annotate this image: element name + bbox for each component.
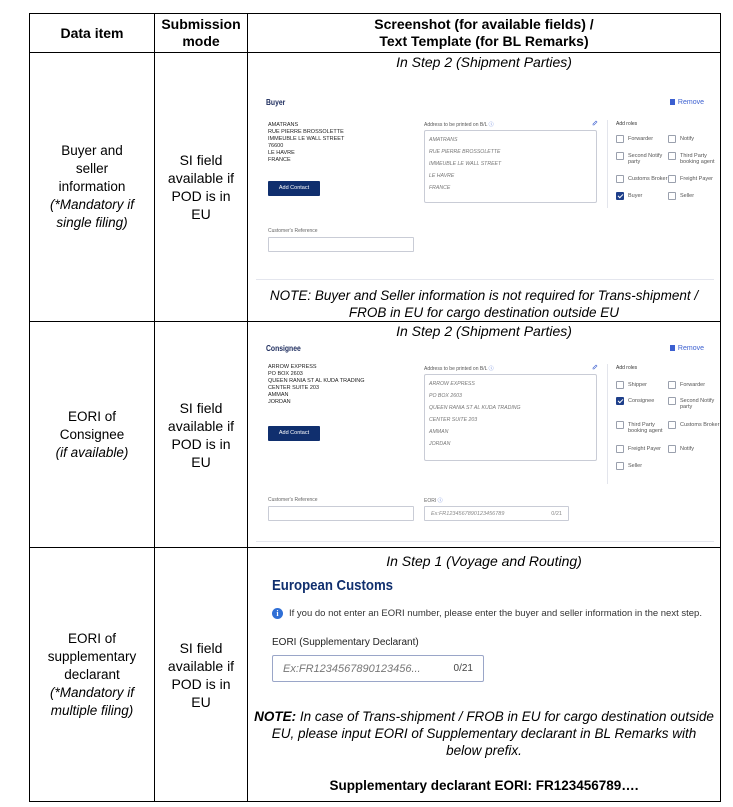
- eori-label: EORI ⓘ: [424, 498, 443, 504]
- trash-icon: [670, 345, 675, 351]
- submission-mode-cell: SI field available if POD is in EU: [155, 322, 248, 548]
- submission-mode-cell: SI field available if POD is in EU: [155, 548, 248, 802]
- bl-address-textarea[interactable]: AMATRANS RUE PIERRE BROSSOLETTE IMMEUBLE LE WALL STREET LE HAVRE FRANCE: [424, 130, 597, 203]
- info-icon: i: [272, 608, 283, 619]
- table-row: [30, 53, 721, 322]
- customer-reference-label: Customer's Reference: [268, 497, 318, 503]
- screenshot-cell: [248, 53, 721, 322]
- party-address: AMATRANS RUE PIERRE BROSSOLETTE IMMEUBLE LE WALL STREET 76600 LE HAVRE FRANCE: [268, 122, 345, 163]
- panel-title: Buyer: [266, 98, 286, 107]
- customer-reference-input[interactable]: [268, 237, 414, 252]
- table-row: [30, 548, 721, 802]
- roles-label: Add roles: [616, 365, 638, 371]
- pencil-icon[interactable]: [592, 364, 598, 370]
- bl-address-label: Address to be printed on B/L ⓘ: [424, 366, 494, 372]
- info-icon: ⓘ: [488, 366, 494, 372]
- header-screenshot: Screenshot (for available fields) / Text Template (for BL Remarks): [248, 14, 721, 53]
- step-label: In Step 2 (Shipment Parties): [396, 54, 572, 70]
- screenshot-cell: [248, 322, 721, 548]
- char-counter: 0/21: [453, 663, 473, 674]
- header-row: [30, 14, 721, 53]
- info-icon: ⓘ: [437, 498, 443, 504]
- add-contact-button[interactable]: Add Contact: [268, 181, 320, 196]
- buyer-panel: Buyer Remove AMATRANS RUE PIERRE BROSSOLETTE IMMEUBLE LE WALL STREET 76600 LE HAVRE FRANCE Add Contact Address to be printed on B/L ⓘ AMATRANS RUE PIERRE BROSSOLETTE IMMEUBLE LE WALL STREET LE HAVRE FRANCE Add roles Forwarder Notify Second Notify party Third Party booking agent Customs Broker Freight Payer Buyer Seller Customer's Reference: [256, 80, 714, 280]
- bl-remarks-prefix: Supplementary declarant EORI: FR123456789….: [329, 778, 639, 793]
- pencil-icon[interactable]: [592, 120, 598, 126]
- add-contact-button[interactable]: Add Contact: [268, 426, 320, 441]
- step-label: In Step 2 (Shipment Parties): [396, 323, 572, 339]
- eori-input[interactable]: Ex:FR1234567890123456789 0/21: [424, 506, 569, 521]
- header-submission-mode: Submission mode: [155, 14, 248, 53]
- data-item-cell: EORI of supplementary declarant (*Mandatory if multiple filing): [30, 548, 155, 802]
- header-data-item: Data item: [30, 14, 155, 53]
- remove-button[interactable]: Remove: [670, 345, 704, 352]
- customer-reference-label: Customer's Reference: [268, 228, 318, 234]
- panel-title: Consignee: [266, 344, 301, 353]
- screenshot-cell: [248, 548, 721, 802]
- eu-customs-data-table: [29, 13, 721, 802]
- bl-address-label: Address to be printed on B/L ⓘ: [424, 122, 494, 128]
- info-icon: ⓘ: [488, 122, 494, 128]
- bl-address-textarea[interactable]: ARROW EXPRESS PO BOX 2603 QUEEN RANIA ST AL KUDA TRADING CENTER SUITE 203 AMMAN JORDAN: [424, 374, 597, 461]
- data-item-cell: EORI of Consignee (if available): [30, 322, 155, 548]
- eori-supplementary-input[interactable]: Ex:FR1234567890123456... 0/21: [272, 655, 484, 682]
- eori-label: EORI (Supplementary Declarant): [272, 637, 419, 648]
- step-label: In Step 1 (Voyage and Routing): [386, 553, 582, 569]
- divider: [607, 120, 608, 208]
- roles-label: Add roles: [616, 121, 638, 127]
- party-address: ARROW EXPRESS PO BOX 2603 QUEEN RANIA ST AL KUDA TRADING CENTER SUITE 203 AMMAN JORDAN: [268, 364, 365, 405]
- data-item-cell: Buyer and seller information (*Mandatory if single filing): [30, 53, 155, 322]
- submission-mode-cell: SI field available if POD is in EU: [155, 53, 248, 322]
- char-counter: 0/21: [551, 511, 562, 517]
- remove-button[interactable]: Remove: [670, 99, 704, 106]
- european-customs-panel: [248, 569, 720, 705]
- table-row: [30, 322, 721, 548]
- note-text: NOTE: Buyer and Seller information is not required for Trans-shipment / FROB in EU for cargo destination outside EU: [269, 288, 699, 320]
- panel-title: European Customs: [272, 577, 394, 594]
- customer-reference-input[interactable]: [268, 506, 414, 521]
- info-message: If you do not enter an EORI number, please enter the buyer and seller information in the next step.: [289, 608, 702, 619]
- consignee-panel: Consignee Remove ARROW EXPRESS PO BOX 2603 QUEEN RANIA ST AL KUDA TRADING CENTER SUITE 203 AMMAN JORDAN Add Contact Address to be printed on B/L ⓘ ARROW EXPRESS PO BOX 2603 QUEEN RANIA ST AL KUDA TRADING CENTER SUITE 203 AMMAN JORDAN Add roles Shipper Forwarder Consignee Second Notify party Third Party booking agent Customs Broker Freight Payer Notify Seller Customer's Reference EORI ⓘ Ex:FR1234567890123456789 0/21: [256, 339, 714, 542]
- note-text: NOTE: In case of Trans-shipment / FROB in EU for cargo destination outside EU, please input EORI of Supplementary declarant in BL Remarks with below prefix.: [254, 709, 714, 758]
- divider: [607, 364, 608, 484]
- trash-icon: [670, 99, 675, 105]
